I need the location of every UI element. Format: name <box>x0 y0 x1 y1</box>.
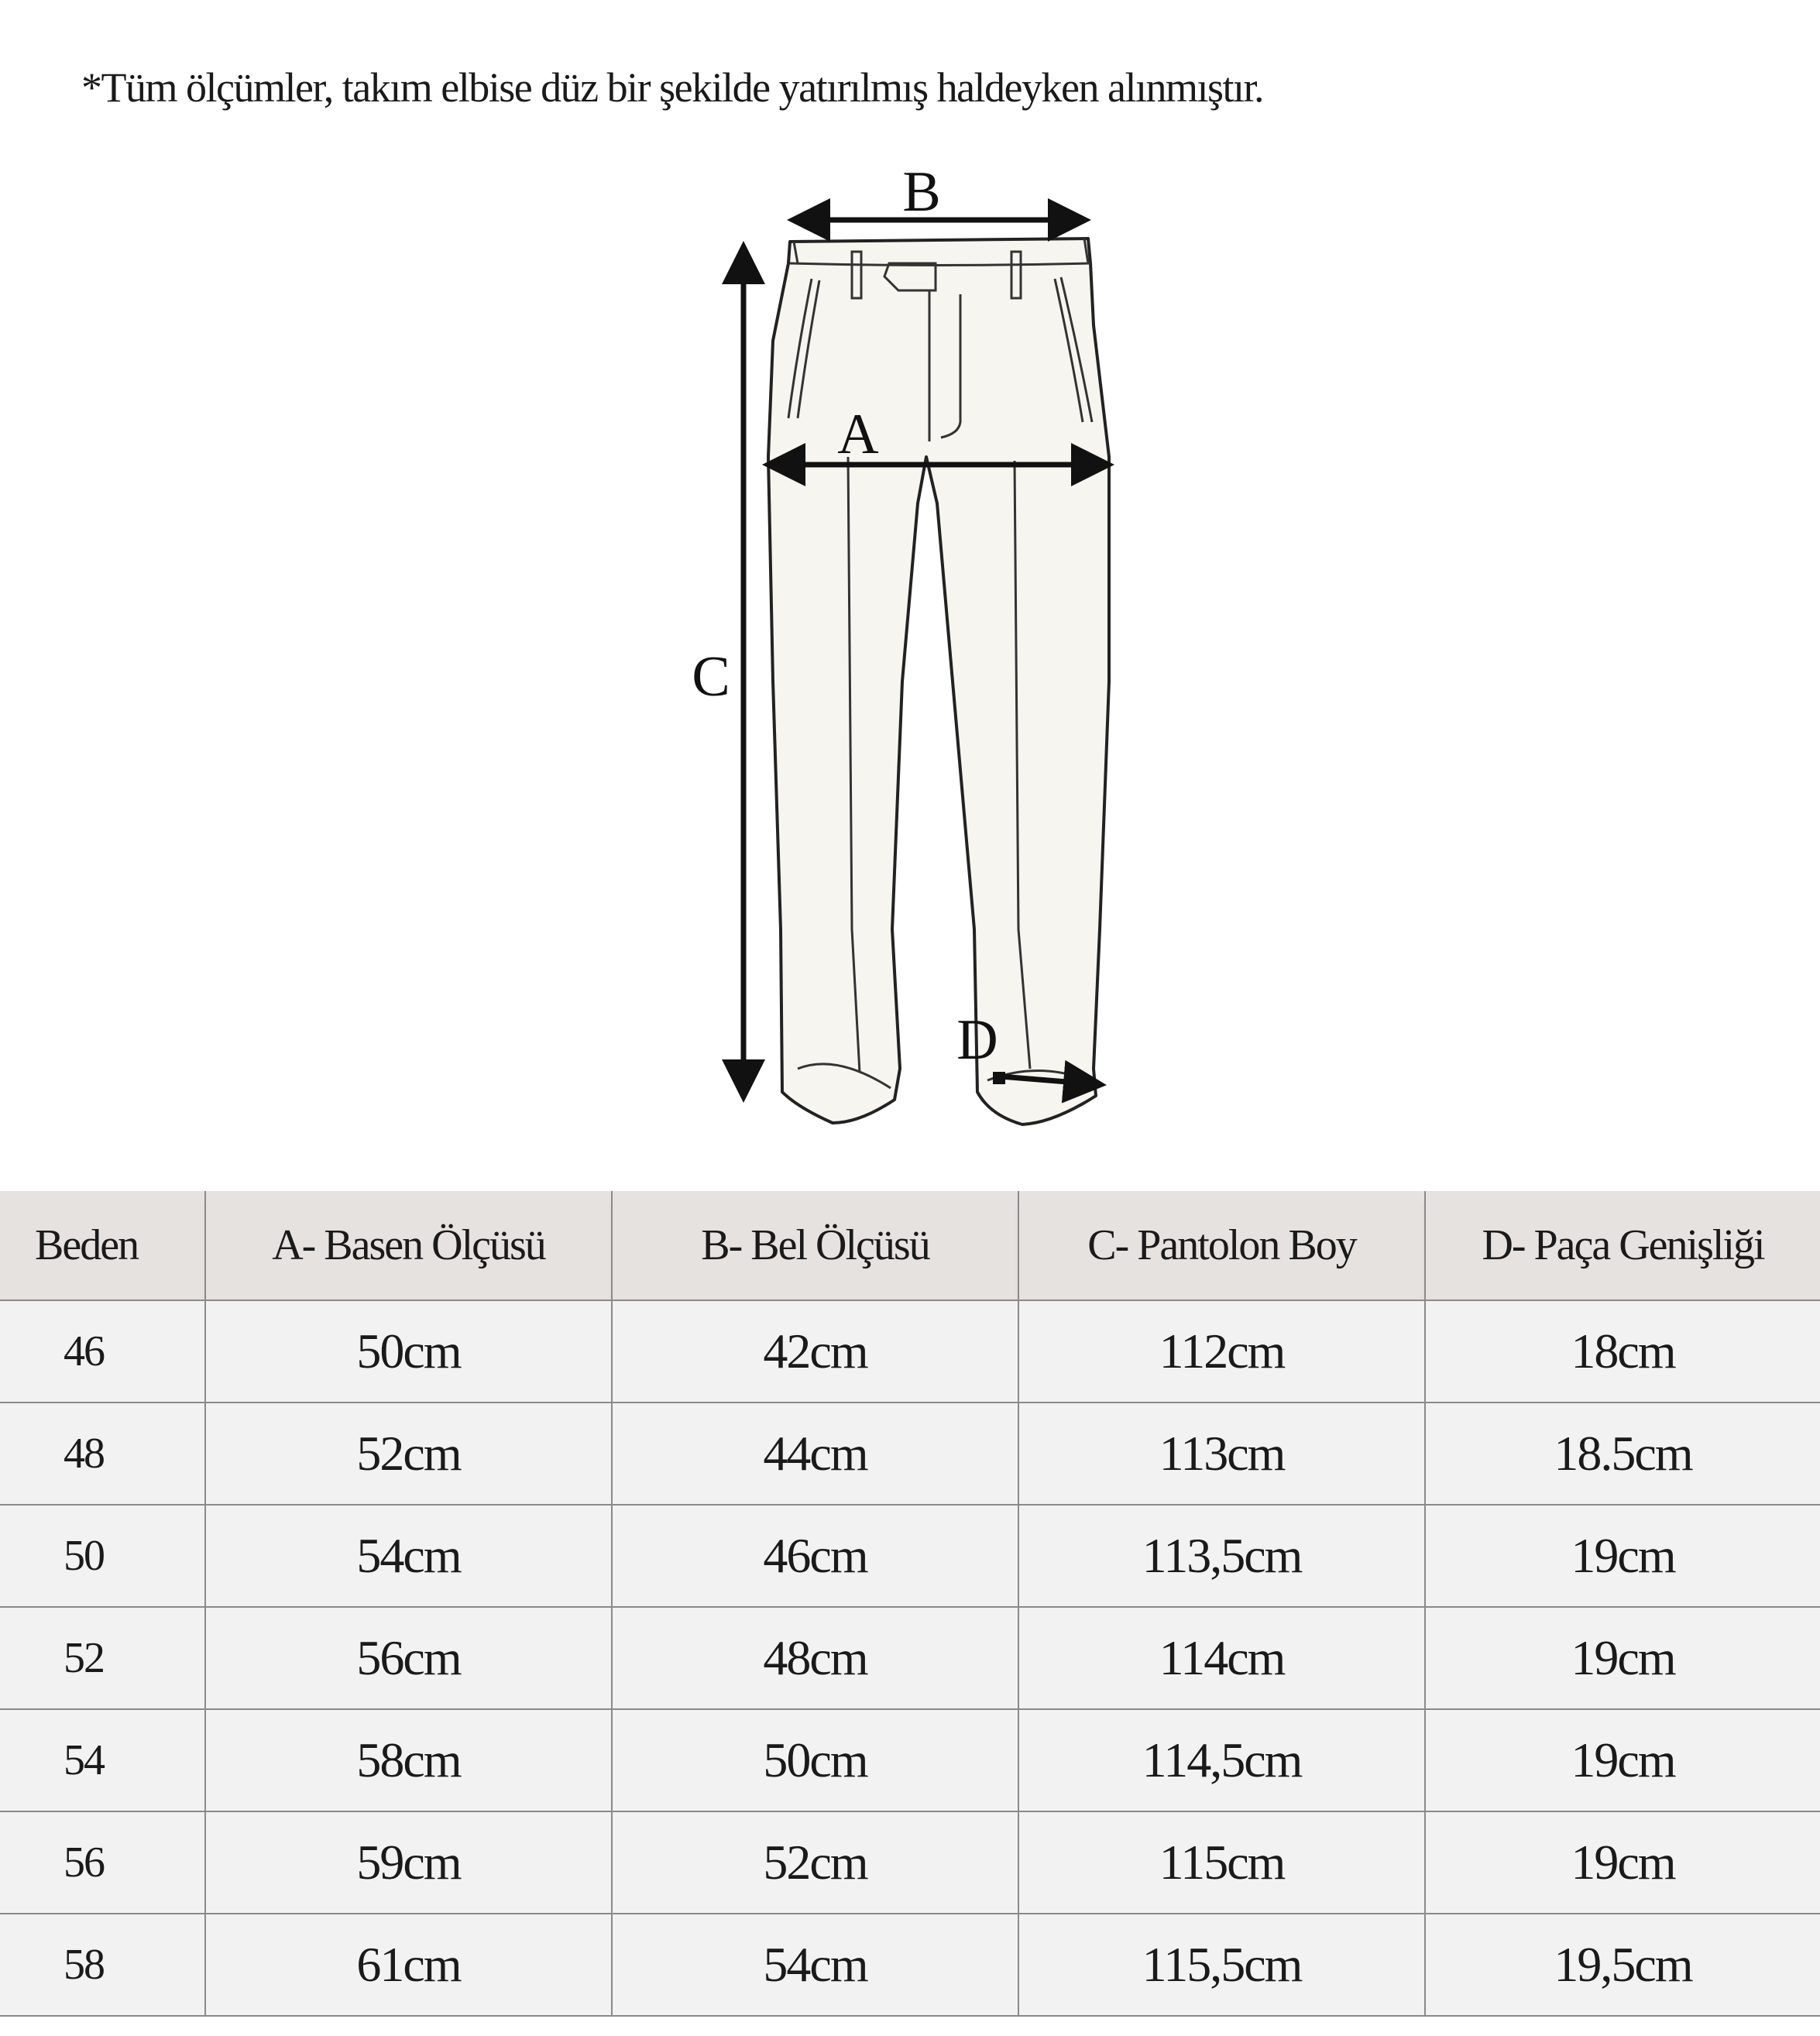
label-c: C <box>692 645 730 709</box>
cell-hip: 50cm <box>205 1300 612 1403</box>
cell-length: 114,5cm <box>1018 1709 1425 1811</box>
cell-size: 52 <box>0 1607 205 1709</box>
table-row <box>0 1914 1820 2016</box>
cell-waist: 48cm <box>612 1607 1018 1709</box>
label-a: A <box>837 403 879 466</box>
cell-hem-width: 19cm <box>1425 1709 1820 1811</box>
cell-hem-width: 19cm <box>1425 1811 1820 1914</box>
cell-length: 113,5cm <box>1018 1505 1425 1607</box>
header-hip: A- Basen Ölçüsü <box>205 1191 612 1300</box>
cell-waist: 46cm <box>612 1505 1018 1607</box>
cell-size: 56 <box>0 1811 205 1914</box>
header-hem-width: D- Paça Genişliği <box>1425 1191 1820 1300</box>
cell-length: 115cm <box>1018 1811 1425 1914</box>
cell-size: 58 <box>0 1914 205 2016</box>
table-row <box>0 1300 1820 1403</box>
cell-length: 112cm <box>1018 1300 1425 1403</box>
table-row <box>0 1403 1820 1505</box>
cell-waist: 44cm <box>612 1403 1018 1505</box>
cell-size: 46 <box>0 1300 205 1403</box>
cell-hip: 59cm <box>205 1811 612 1914</box>
cell-length: 115,5cm <box>1018 1914 1425 2016</box>
header-length: C- Pantolon Boy <box>1018 1191 1425 1300</box>
cell-hip: 52cm <box>205 1403 612 1505</box>
cell-hip: 56cm <box>205 1607 612 1709</box>
cell-size: 54 <box>0 1709 205 1811</box>
cell-hem-width: 19cm <box>1425 1607 1820 1709</box>
measurement-note: *Tüm ölçümler, takım elbise düz bir şekilde yatırılmış haldeyken alınmıştır. <box>81 64 1263 111</box>
cell-hem-width: 18cm <box>1425 1300 1820 1403</box>
size-chart-table <box>0 1191 1820 2017</box>
table-header-row <box>0 1191 1820 1300</box>
cell-waist: 52cm <box>612 1811 1018 1914</box>
cell-hip: 61cm <box>205 1914 612 2016</box>
cell-length: 113cm <box>1018 1403 1425 1505</box>
cell-hem-width: 19,5cm <box>1425 1914 1820 2016</box>
cell-waist: 42cm <box>612 1300 1018 1403</box>
cell-hip: 58cm <box>205 1709 612 1811</box>
cell-hip: 54cm <box>205 1505 612 1607</box>
table-row <box>0 1505 1820 1607</box>
table-row <box>0 1709 1820 1811</box>
trousers-diagram <box>682 147 1146 1146</box>
cell-waist: 50cm <box>612 1709 1018 1811</box>
table-row <box>0 1811 1820 1914</box>
cell-size: 50 <box>0 1505 205 1607</box>
cell-hem-width: 19cm <box>1425 1505 1820 1607</box>
cell-hem-width: 18.5cm <box>1425 1403 1820 1505</box>
label-d: D <box>956 1008 998 1072</box>
cell-length: 114cm <box>1018 1607 1425 1709</box>
cell-waist: 54cm <box>612 1914 1018 2016</box>
label-b: B <box>902 160 941 224</box>
table-row <box>0 1607 1820 1709</box>
header-size: Beden <box>0 1191 205 1300</box>
header-waist: B- Bel Ölçüsü <box>612 1191 1018 1300</box>
cell-size: 48 <box>0 1403 205 1505</box>
trousers-illustration <box>768 239 1109 1124</box>
